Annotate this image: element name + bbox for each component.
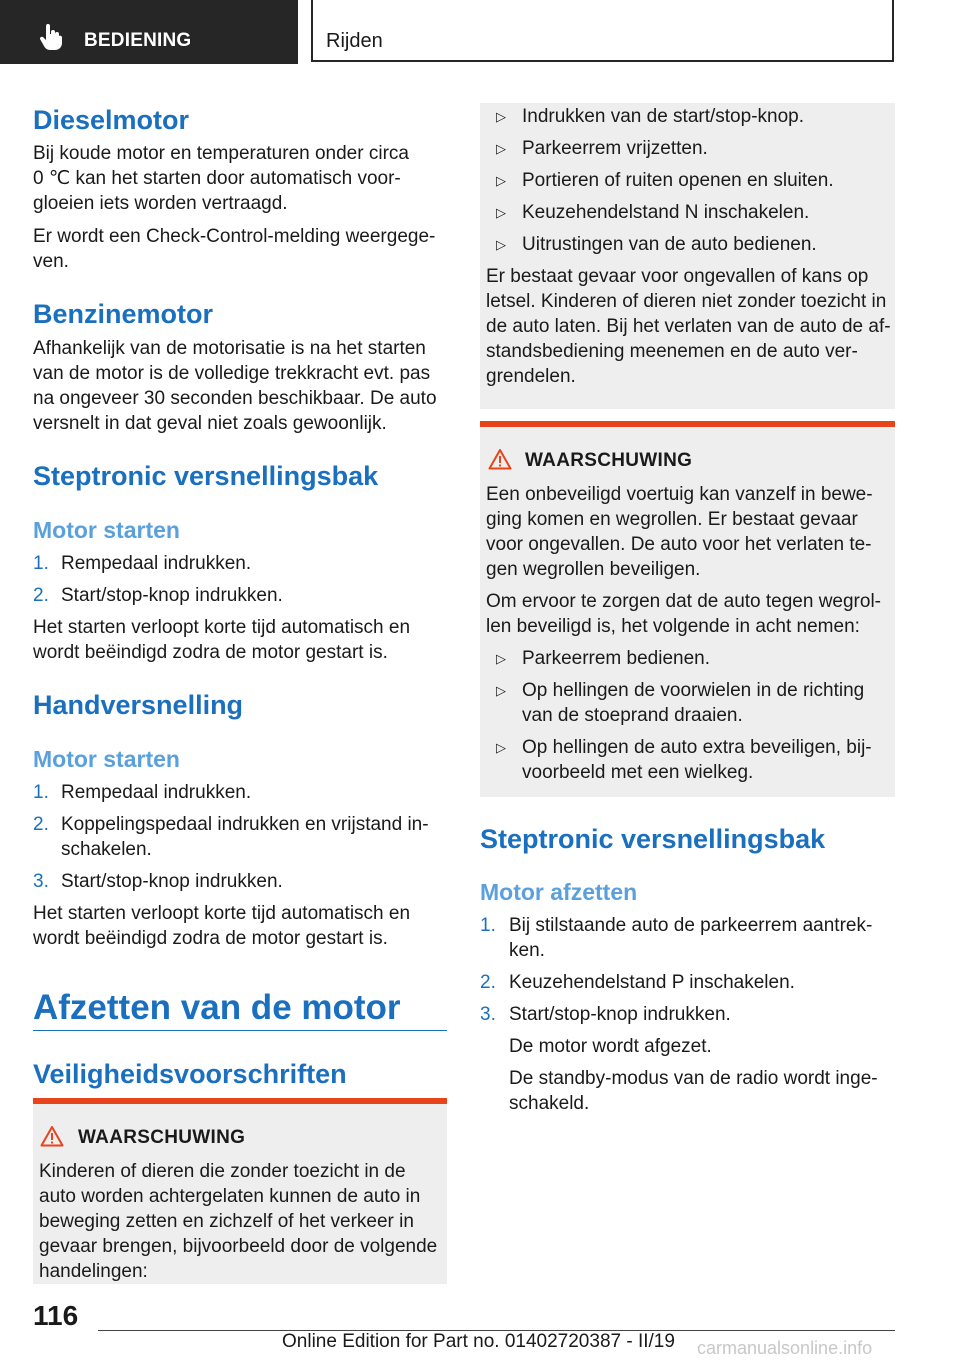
bullet-triangle-icon: ▷ xyxy=(496,173,506,188)
bullet-text: Keuzehendelstand N inschakelen. xyxy=(522,202,810,223)
bullet-triangle-icon: ▷ xyxy=(496,651,506,666)
bullet-triangle-icon: ▷ xyxy=(496,141,506,156)
step-note: De motor wordt afgezet. xyxy=(509,1036,712,1057)
step-number: 1. xyxy=(33,782,49,803)
bullet-text: Portieren of ruiten openen en sluiten. xyxy=(522,170,834,191)
step-text: Start/stop-knop indrukken. xyxy=(509,1004,731,1025)
bullet-triangle-icon: ▷ xyxy=(496,683,506,698)
heading-benzinemotor: Benzinemotor xyxy=(33,299,214,329)
page-number: 116 xyxy=(33,1300,79,1331)
warning-triangle-icon xyxy=(40,1125,64,1147)
chapter-label: Rijden xyxy=(326,30,383,52)
bullet-text: Op hellingen de auto extra beveiligen, bij- xyxy=(522,737,872,758)
footer-edition: Online Edition for Part no. 01402720387 - II/19 xyxy=(282,1331,675,1352)
bullet-triangle-icon: ▷ xyxy=(496,109,506,124)
heading-veiligheid: Veiligheidsvoorschriften xyxy=(33,1059,347,1089)
bullet-text: Op hellingen de voorwielen in de richting xyxy=(522,680,865,701)
step-number: 2. xyxy=(33,585,49,606)
step-text: schakelen. xyxy=(61,839,152,860)
diesel-paragraph-1: Bij koude motor en temperaturen onder circa 0 ℃ kan het starten door automatisch voor- gloeien iets worden vertraagd. xyxy=(33,143,409,214)
subheading-motor-afzetten: Motor afzetten xyxy=(480,879,638,905)
step-number: 1. xyxy=(480,915,496,936)
watermark: carmanualsonline.info xyxy=(697,1338,873,1358)
step-number: 3. xyxy=(480,1004,496,1025)
step-text: Rempedaal indrukken. xyxy=(61,782,252,803)
bullet-text: van de stoeprand draaien. xyxy=(522,705,743,726)
bullet-triangle-icon: ▷ xyxy=(496,205,506,220)
step-note: schakeld. xyxy=(509,1093,590,1114)
step-text: Start/stop-knop indrukken. xyxy=(61,585,283,606)
bullet-text: voorbeeld met een wielkeg. xyxy=(522,762,754,783)
subheading-motor-starten: Motor starten xyxy=(33,517,180,543)
warning-title: WAARSCHUWING xyxy=(78,1127,246,1148)
step-text: ken. xyxy=(509,940,545,961)
bullet-text: Parkeerrem bedienen. xyxy=(522,648,710,669)
benzine-paragraph: Afhankelijk van de motorisatie is na het starten van de motor is de volledige trekkracht evt. pas na ongeveer 30 seconden beschikbaar. De auto versnelt in dat geval niet zoals gewoonlijk. xyxy=(33,338,437,434)
subheading-motor-starten: Motor starten xyxy=(33,746,180,772)
bullet-text: Parkeerrem vrijzetten. xyxy=(522,138,708,159)
heading-steptronic: Steptronic versnellingsbak xyxy=(33,461,379,491)
steptronic-after: Het starten verloopt korte tijd automatisch en wordt beëindigd zodra de motor gestart is. xyxy=(33,617,411,663)
bullet-triangle-icon: ▷ xyxy=(496,237,506,252)
heading-afzetten: Afzetten van de motor xyxy=(33,988,401,1027)
step-text: Bij stilstaande auto de parkeerrem aantrek- xyxy=(509,915,873,936)
step-text: Rempedaal indrukken. xyxy=(61,553,252,574)
heading-rule xyxy=(33,1030,447,1031)
step-number: 2. xyxy=(480,972,496,993)
heading-handversnelling: Handversnelling xyxy=(33,690,244,720)
step-text: Koppelingspedaal indrukken en vrijstand in- xyxy=(61,814,429,835)
warning2-paragraph-2: Om ervoor te zorgen dat de auto tegen wegrol- len beveiligd is, het volgende in acht nemen: xyxy=(486,591,882,637)
warning-title: WAARSCHUWING xyxy=(525,450,693,471)
step-number: 3. xyxy=(33,871,49,892)
step-text: Start/stop-knop indrukken. xyxy=(61,871,283,892)
heading-steptronic-afzetten: Steptronic versnellingsbak xyxy=(480,824,826,854)
section-tab xyxy=(0,0,298,64)
bullet-text: Uitrustingen van de auto bedienen. xyxy=(522,234,817,255)
heading-dieselmotor: Dieselmotor xyxy=(33,105,190,135)
warning2-paragraph-1: Een onbeveiligd voertuig kan vanzelf in bewe- ging komen en wegrollen. Er bestaat gevaar voor ongevallen. De auto voor het verlaten te- gen wegrollen beveiligen. xyxy=(486,484,873,580)
warning-text: Kinderen of dieren die zonder toezicht in de auto worden achtergelaten kunnen de auto in beweging zetten en zichzelf of het verkeer in gevaar brengen, bijvoorbeeld door de volgende handelingen: xyxy=(39,1161,438,1282)
box1-text: Er bestaat gevaar voor ongevallen of kans op letsel. Kinderen of dieren niet zonder toezicht in de auto laten. Bij het verlaten van de auto de af- standsbediening meenemen en de auto ver- grendelen. xyxy=(486,266,891,387)
bullet-text: Indrukken van de start/stop-knop. xyxy=(522,106,804,127)
chapter-header xyxy=(311,0,894,62)
step-text: Keuzehendelstand P inschakelen. xyxy=(509,972,795,993)
step-number: 1. xyxy=(33,553,49,574)
hand-pointer-icon xyxy=(38,24,64,50)
section-label: BEDIENING xyxy=(84,30,192,51)
step-note: De standby-modus van de radio wordt inge- xyxy=(509,1068,878,1089)
bullet-triangle-icon: ▷ xyxy=(496,740,506,755)
diesel-paragraph-2: Er wordt een Check-Control-melding weergege- ven. xyxy=(33,226,436,272)
warning-triangle-icon xyxy=(488,448,512,470)
step-number: 2. xyxy=(33,814,49,835)
hand-after: Het starten verloopt korte tijd automatisch en wordt beëindigd zodra de motor gestart is. xyxy=(33,903,411,949)
